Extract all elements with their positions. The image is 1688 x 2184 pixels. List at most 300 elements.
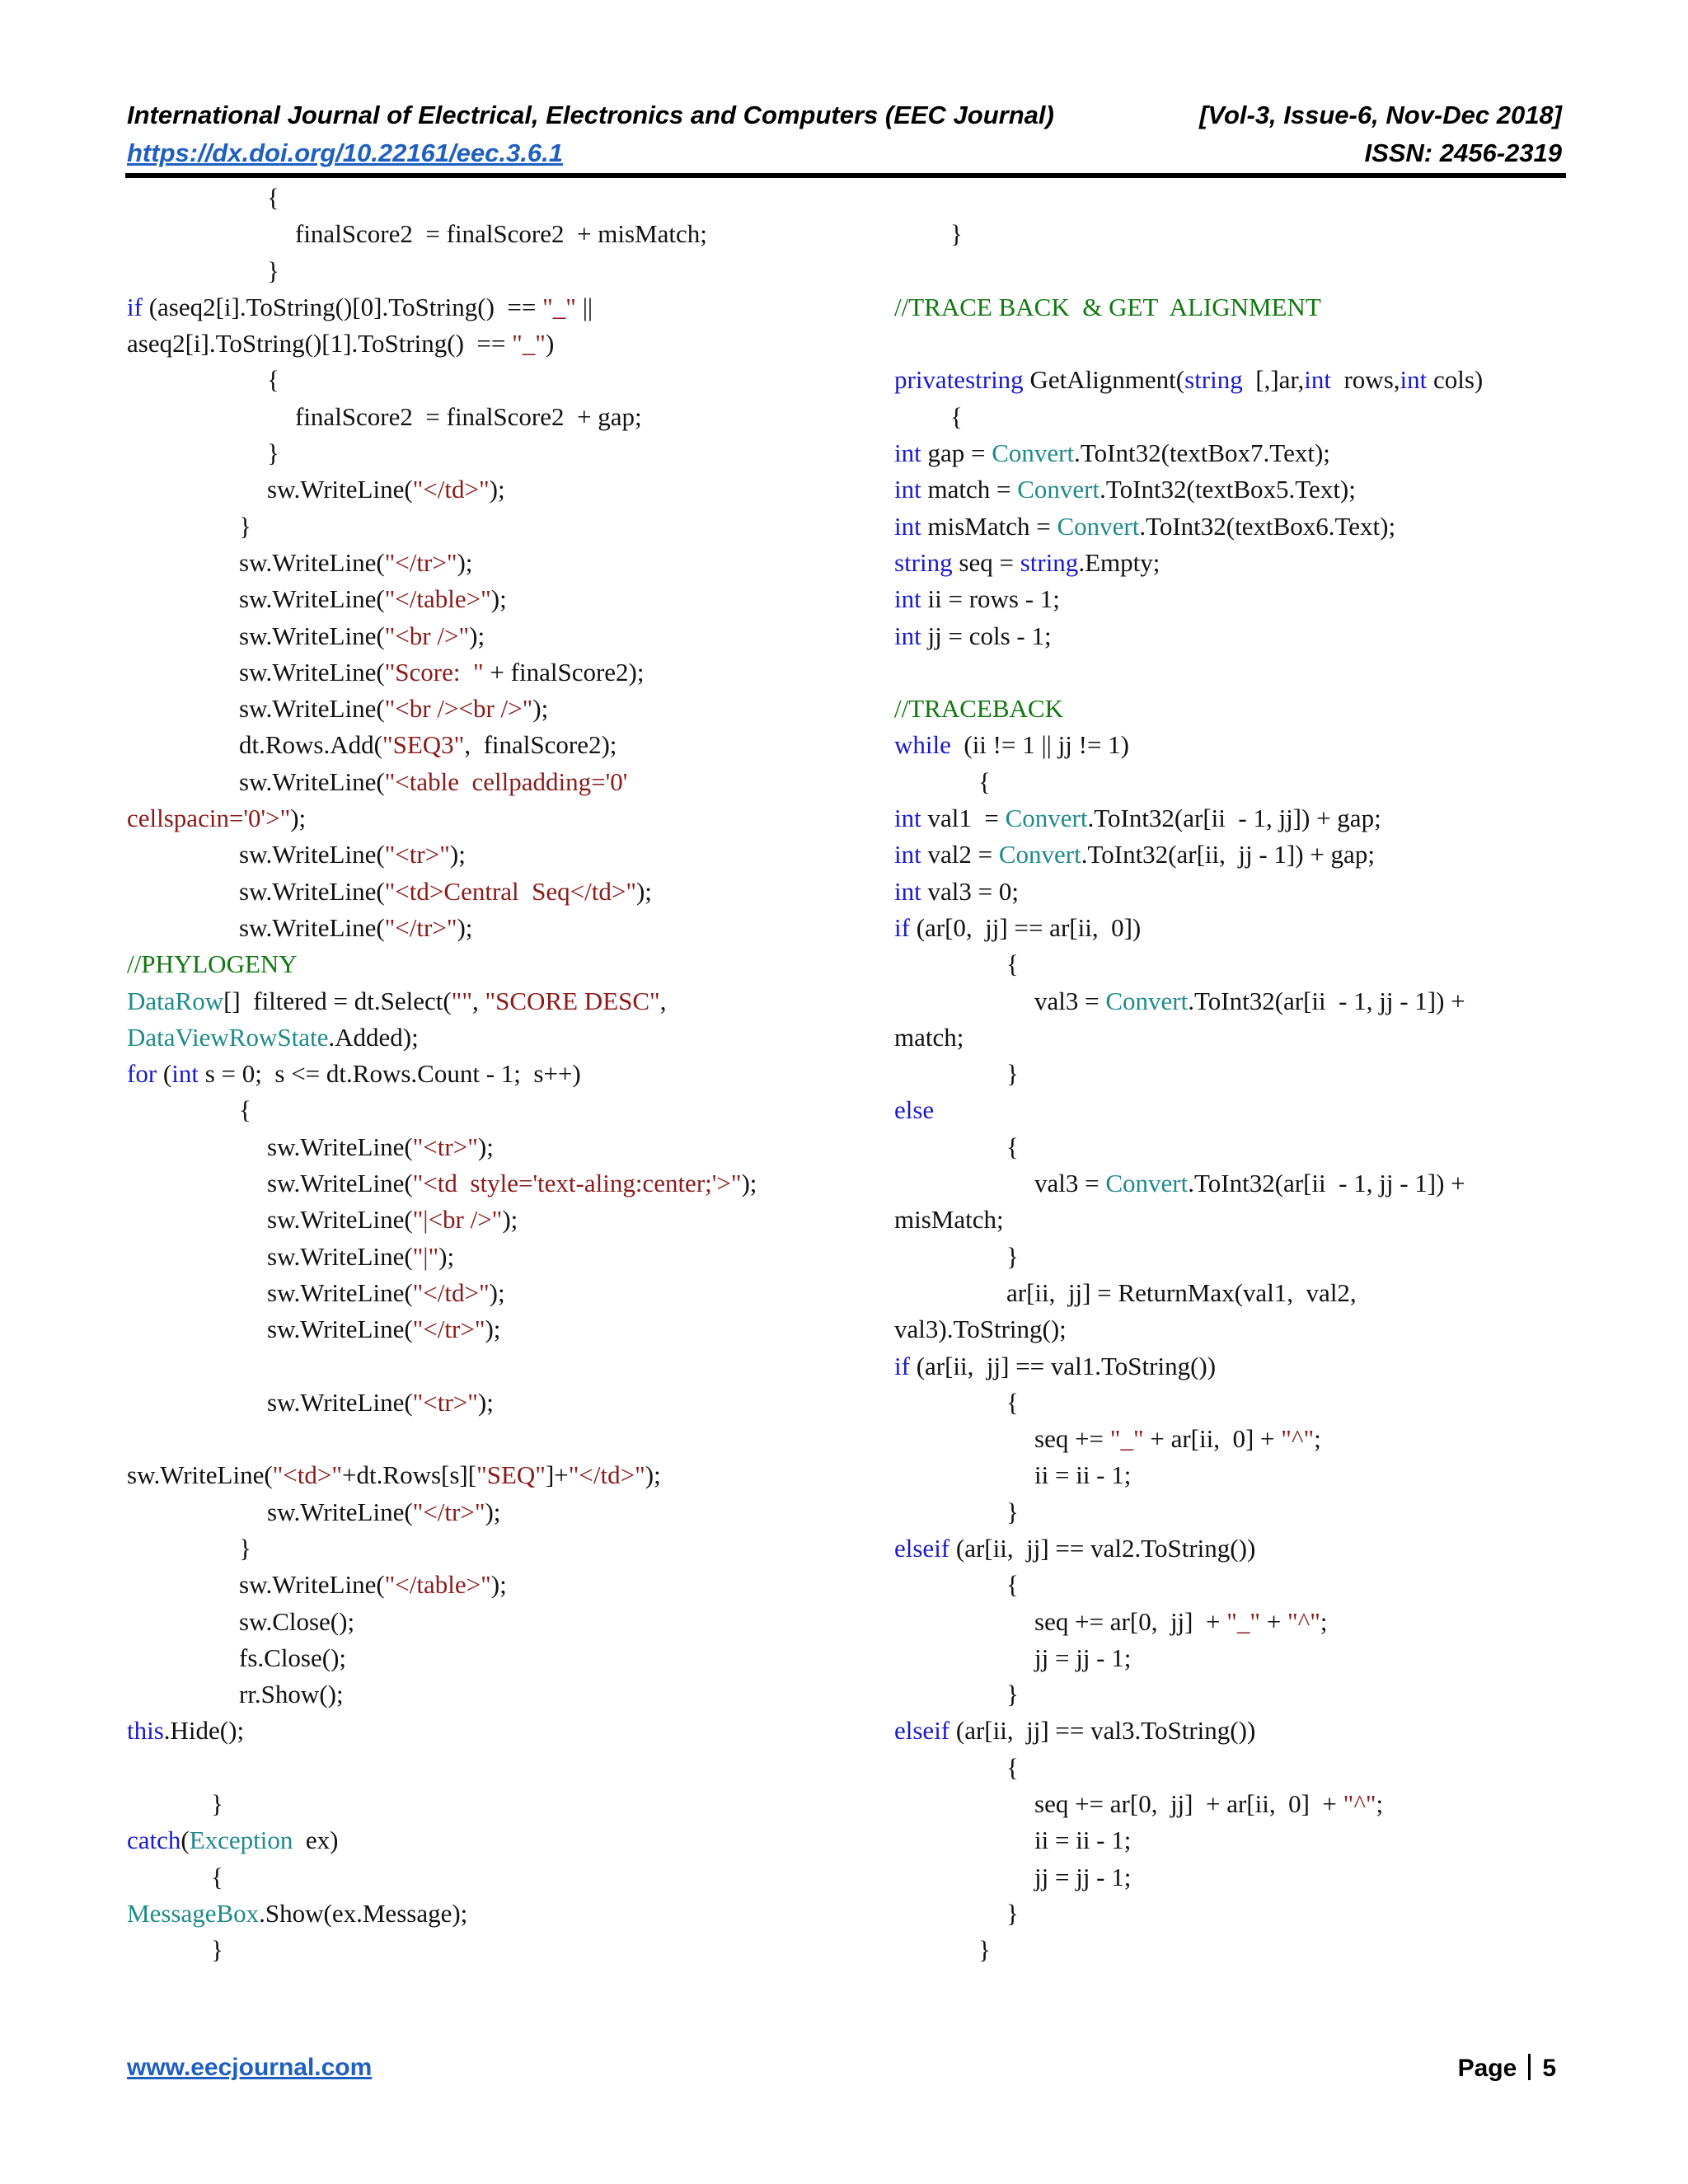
code-token: sw.WriteLine( — [267, 1277, 413, 1307]
code-token: .ToInt32(ar[ii - 1, jj - 1]) + — [1188, 986, 1465, 1015]
code-token: .Show(ex.Message); — [259, 1898, 468, 1928]
code-line — [127, 1385, 852, 1421]
code-token: "<td style='text-aling:center;'>" — [412, 1169, 742, 1198]
code-token: } — [1006, 1059, 1019, 1089]
code-token: } — [1006, 1241, 1019, 1271]
code-token: val1 = — [921, 804, 1006, 833]
code-line — [894, 1275, 1570, 1311]
code-line — [894, 1896, 1570, 1932]
code-token: [,]ar, — [1242, 365, 1305, 395]
code-line — [127, 289, 852, 326]
code-token: Convert — [1105, 1169, 1189, 1198]
code-line — [127, 1530, 852, 1567]
code-token: "<td>Central Seq</td>" — [384, 876, 636, 906]
code-token: ); — [490, 584, 507, 614]
code-token: sw.WriteLine( — [239, 621, 385, 650]
code-token: "<br />" — [384, 621, 470, 650]
code-token: int — [894, 840, 921, 869]
code-token: cols) — [1427, 365, 1484, 395]
code-line — [894, 1750, 1570, 1786]
code-token: .ToInt32(textBox5.Text); — [1100, 475, 1356, 504]
code-token: else — [894, 1095, 935, 1125]
code-line — [127, 1676, 852, 1713]
code-token: sw.Close(); — [239, 1606, 355, 1636]
code-line — [894, 1056, 1570, 1092]
code-token: (aseq2[i].ToString()[0].ToString() == — [142, 292, 543, 321]
code-token: ); — [477, 1387, 494, 1417]
code-line — [127, 545, 852, 581]
code-line — [127, 837, 852, 873]
code-line — [127, 1348, 852, 1385]
code-line — [894, 180, 1570, 216]
code-token: { — [950, 401, 963, 431]
code-token: ar[ii, jj] = ReturnMax(val1, val2, — [1006, 1277, 1357, 1307]
code-token: val3 = — [1034, 1169, 1106, 1198]
code-token: sw.WriteLine( — [267, 1169, 413, 1198]
code-line — [894, 618, 1570, 654]
code-token: string — [894, 547, 953, 577]
code-token: .ToInt32(ar[ii - 1, jj]) + gap; — [1087, 804, 1381, 833]
code-token: elseif — [894, 1533, 950, 1563]
code-token: (ar[ii, jj] == val2.ToString()) — [950, 1533, 1256, 1563]
code-token: int — [894, 475, 921, 504]
code-line — [127, 180, 852, 216]
code-token: .ToInt32(textBox6.Text); — [1139, 511, 1396, 541]
code-line — [894, 1822, 1570, 1858]
code-token: "<tr>" — [412, 1387, 478, 1417]
code-column-left — [127, 180, 852, 1969]
code-token: ii = ii - 1; — [1034, 1825, 1132, 1855]
code-token: Convert — [1005, 804, 1088, 833]
code-token: string — [1020, 547, 1079, 577]
code-line — [127, 471, 852, 508]
code-token: } — [211, 1935, 223, 1965]
code-line — [127, 983, 852, 1019]
code-line — [894, 837, 1570, 873]
code-token: ); — [438, 1241, 455, 1271]
code-token: (ar[ii, jj] == val3.ToString()) — [950, 1716, 1256, 1746]
code-token: sw.WriteLine( — [239, 876, 385, 906]
code-line — [894, 1202, 1570, 1238]
code-line — [894, 946, 1570, 982]
code-token: int — [171, 1059, 199, 1089]
code-token: "SEQ3" — [382, 730, 465, 760]
code-token: (ar[ii, jj] == val1.ToString()) — [909, 1351, 1217, 1380]
code-token: } — [267, 255, 279, 285]
code-line — [127, 253, 852, 289]
code-line — [894, 1932, 1570, 1968]
code-token: { — [239, 1095, 251, 1125]
page-label: Page — [1457, 2055, 1517, 2082]
code-token: , finalScore2); — [464, 730, 617, 760]
code-token: ]+ — [545, 1460, 569, 1490]
code-line — [127, 1640, 852, 1676]
code-token: } — [239, 511, 251, 541]
code-token: .Added); — [328, 1022, 419, 1052]
page-number-value: 5 — [1542, 2055, 1556, 2082]
code-line — [127, 1421, 852, 1457]
code-line — [127, 1092, 852, 1128]
code-token: sw.WriteLine( — [267, 1205, 413, 1235]
code-token: //PHYLOGENY — [127, 949, 298, 979]
code-token: "SCORE DESC" — [485, 986, 660, 1015]
code-token: val2 = — [921, 840, 999, 869]
code-line — [894, 691, 1570, 727]
code-line — [894, 253, 1570, 289]
code-line — [127, 1457, 852, 1493]
code-token: finalScore2 = finalScore2 + misMatch; — [295, 219, 707, 249]
code-line — [894, 983, 1570, 1019]
code-token: { — [1006, 1570, 1019, 1600]
footer-website-link[interactable]: www.eecjournal.com — [127, 2054, 373, 2081]
code-token: dt.Rows.Add( — [239, 730, 382, 760]
code-token: this — [127, 1716, 164, 1746]
code-token: int — [894, 511, 921, 541]
code-token: || — [575, 292, 593, 321]
code-line — [127, 1604, 852, 1640]
code-token: cellspacin='0'>" — [127, 804, 291, 833]
code-token: val3).ToString(); — [894, 1315, 1067, 1344]
code-line — [127, 1822, 852, 1858]
code-line — [894, 1348, 1570, 1385]
code-token: seq += — [1034, 1424, 1110, 1454]
code-token: { — [211, 1862, 223, 1891]
code-line — [127, 1275, 852, 1311]
code-token: "_" — [542, 292, 576, 321]
code-token: ); — [502, 1205, 518, 1235]
code-token: sw.WriteLine( — [267, 1315, 413, 1344]
code-token: misMatch; — [894, 1205, 1004, 1235]
code-token: { — [1006, 1752, 1019, 1782]
code-line — [127, 1239, 852, 1275]
code-line — [894, 1421, 1570, 1457]
code-token: rows, — [1330, 365, 1400, 395]
code-token: sw.WriteLine( — [239, 766, 385, 796]
code-token: sw.WriteLine( — [239, 840, 385, 869]
code-token: seq += ar[0, jj] + — [1034, 1606, 1227, 1636]
code-token: ); — [741, 1169, 757, 1198]
code-token: Exception — [189, 1825, 293, 1855]
page-number — [1458, 2054, 1556, 2083]
code-line — [127, 946, 852, 982]
code-token: match; — [894, 1022, 964, 1052]
code-token: } — [978, 1935, 991, 1965]
code-token: sw.WriteLine( — [239, 657, 385, 687]
code-token: "</td>" — [568, 1460, 645, 1490]
code-token: seq = — [952, 547, 1020, 577]
code-token: aseq2[i].ToString()[1].ToString() == — [127, 329, 513, 359]
code-token: val3 = 0; — [921, 876, 1019, 906]
code-line — [894, 1859, 1570, 1896]
code-token: string — [1184, 365, 1243, 395]
code-line — [894, 1676, 1570, 1713]
code-token: "</tr>" — [412, 1497, 485, 1526]
code-token: "<td>" — [272, 1460, 343, 1490]
code-line — [894, 1165, 1570, 1202]
code-line — [127, 910, 852, 946]
code-token: s = 0; s <= dt.Rows.Count - 1; s++) — [198, 1059, 581, 1089]
code-token: int — [894, 876, 921, 906]
code-token: "_" — [1226, 1606, 1261, 1636]
code-line — [894, 1385, 1570, 1421]
code-token: "_" — [512, 329, 546, 359]
code-token: } — [211, 1789, 223, 1819]
code-token: "<br /><br />" — [384, 694, 533, 724]
header-rule — [125, 173, 1566, 178]
code-line — [127, 1932, 852, 1968]
code-line — [894, 1786, 1570, 1822]
code-token: "</td>" — [412, 475, 490, 504]
code-token: } — [1006, 1898, 1019, 1928]
code-token: ); — [489, 1277, 505, 1307]
code-token: sw.WriteLine( — [267, 1132, 413, 1161]
code-token: Convert — [992, 438, 1075, 468]
code-token: ); — [469, 621, 485, 650]
code-token: val3 = — [1034, 986, 1106, 1015]
code-token: DataRow — [127, 986, 224, 1015]
code-token: ); — [490, 1570, 507, 1600]
code-line — [894, 910, 1570, 946]
code-token: catch — [127, 1825, 181, 1855]
code-token: sw.WriteLine( — [127, 1460, 273, 1490]
code-token: .Empty; — [1078, 547, 1160, 577]
code-token: int — [1400, 365, 1428, 395]
code-line — [127, 727, 852, 763]
code-line — [894, 435, 1570, 471]
code-token: seq += ar[0, jj] + ar[ii, 0] + — [1034, 1789, 1343, 1819]
code-token: "<tr>" — [412, 1132, 478, 1161]
code-token: "<table cellpadding='0' — [384, 766, 628, 796]
code-token: int — [894, 438, 921, 468]
code-token: DataViewRowState — [127, 1022, 329, 1052]
code-token: match = — [921, 475, 1018, 504]
code-token: gap = — [921, 438, 992, 468]
code-line — [894, 1311, 1570, 1347]
code-token: sw.WriteLine( — [239, 584, 385, 614]
code-line — [894, 1129, 1570, 1165]
code-token: jj = jj - 1; — [1034, 1862, 1132, 1891]
code-line — [127, 1750, 852, 1786]
code-line — [894, 1713, 1570, 1749]
code-line — [127, 216, 852, 252]
code-token: , — [471, 986, 485, 1015]
code-line — [894, 362, 1570, 398]
code-line — [894, 1640, 1570, 1676]
code-token: { — [1006, 949, 1019, 979]
code-token: privatestring — [894, 365, 1024, 395]
code-token: "^" — [1287, 1606, 1320, 1636]
code-token: ); — [449, 840, 466, 869]
code-line — [127, 326, 852, 362]
code-line — [127, 1896, 852, 1932]
code-token: + ar[ii, 0] + — [1143, 1424, 1282, 1454]
code-line — [894, 216, 1570, 252]
code-token: + finalScore2); — [483, 657, 645, 687]
code-token: .Hide(); — [163, 1716, 245, 1746]
code-token: .ToInt32(textBox7.Text); — [1074, 438, 1330, 468]
code-line — [894, 509, 1570, 545]
code-line — [894, 654, 1570, 691]
code-token: ; — [1376, 1789, 1384, 1819]
code-token: .ToInt32(ar[ii, jj - 1]) + gap; — [1081, 840, 1375, 869]
code-line — [127, 618, 852, 654]
code-token: sw.WriteLine( — [267, 1387, 413, 1417]
code-line — [127, 1129, 852, 1165]
code-token: { — [267, 365, 279, 395]
code-token: ); — [532, 694, 549, 724]
code-token: (ar[0, jj] == ar[ii, 0]) — [909, 912, 1142, 942]
code-token: "SEQ" — [476, 1460, 546, 1490]
code-token: "|" — [412, 1241, 439, 1271]
code-token: } — [950, 219, 963, 249]
code-token: sw.WriteLine( — [267, 1497, 413, 1526]
code-token: { — [1006, 1387, 1019, 1417]
code-token: .ToInt32(ar[ii - 1, jj - 1]) + — [1188, 1169, 1465, 1198]
code-token: rr.Show(); — [239, 1680, 344, 1709]
code-token: (ii != 1 || jj != 1) — [950, 730, 1129, 760]
volume-issue: [Vol-3, Issue-6, Nov-Dec 2018] — [1199, 101, 1562, 129]
code-token: MessageBox — [127, 1898, 260, 1928]
code-token: "Score: " — [384, 657, 484, 687]
code-token: finalScore2 = finalScore2 + gap; — [295, 401, 642, 431]
code-line — [894, 1494, 1570, 1530]
journal-title: International Journal of Electrical, Electronics and Computers (EEC Journal) — [127, 101, 1054, 129]
code-token: if — [894, 912, 910, 942]
code-token: ); — [457, 912, 473, 942]
code-token: jj = jj - 1; — [1034, 1643, 1132, 1672]
code-token: ) — [545, 329, 555, 359]
code-line — [894, 1239, 1570, 1275]
code-line — [894, 1092, 1570, 1128]
code-token: ); — [485, 1497, 501, 1526]
code-line — [894, 289, 1570, 326]
issn: ISSN: 2456-2319 — [1364, 138, 1562, 167]
code-token: "</td>" — [412, 1277, 490, 1307]
code-line — [127, 654, 852, 691]
code-token: ; — [1320, 1606, 1328, 1636]
code-token: [] filtered = dt.Select( — [223, 986, 452, 1015]
code-line — [127, 1165, 852, 1202]
code-token: ( — [157, 1059, 172, 1089]
code-line — [894, 800, 1570, 837]
code-token: { — [1006, 1132, 1019, 1161]
code-token: misMatch = — [921, 511, 1057, 541]
code-token: ( — [181, 1825, 190, 1855]
code-line — [894, 1567, 1570, 1603]
code-line — [127, 435, 852, 471]
code-token: if — [127, 292, 143, 321]
code-token: while — [894, 730, 951, 760]
code-token: "<tr>" — [384, 840, 450, 869]
code-token: ); — [290, 804, 307, 833]
code-token: int — [1304, 365, 1331, 395]
code-token: ; — [1314, 1424, 1321, 1454]
code-token: Convert — [1057, 511, 1140, 541]
code-token: ); — [489, 475, 505, 504]
code-token: elseif — [894, 1716, 950, 1746]
code-line — [127, 1494, 852, 1530]
code-token: "</tr>" — [384, 547, 457, 577]
code-line — [127, 1056, 852, 1092]
code-token: int — [894, 584, 921, 614]
code-line — [127, 1202, 852, 1238]
code-token: } — [267, 438, 279, 468]
code-token: sw.WriteLine( — [267, 1241, 413, 1271]
code-line — [127, 800, 852, 837]
code-line — [894, 545, 1570, 581]
code-line — [127, 1859, 852, 1896]
code-token: if — [894, 1351, 910, 1380]
code-line — [127, 1019, 852, 1056]
code-token: "|<br />" — [412, 1205, 503, 1235]
code-token: "</tr>" — [384, 912, 457, 942]
code-token: Convert — [998, 840, 1081, 869]
code-token: "_" — [1109, 1424, 1144, 1454]
code-token: sw.WriteLine( — [239, 547, 385, 577]
code-token: + — [1260, 1606, 1288, 1636]
code-line — [127, 1311, 852, 1347]
page-separator — [1528, 2054, 1531, 2080]
code-token: "</tr>" — [412, 1315, 485, 1344]
code-token: +dt.Rows[s][ — [342, 1460, 477, 1490]
code-token: jj = cols - 1; — [921, 621, 1052, 650]
code-line — [894, 1457, 1570, 1493]
doi-link[interactable]: https://dx.doi.org/10.22161/eec.3.6.1 — [127, 138, 563, 167]
code-column-right — [894, 180, 1570, 1969]
code-line — [894, 326, 1570, 362]
code-token: , — [659, 986, 667, 1015]
code-token: int — [894, 621, 921, 650]
code-token: } — [1006, 1497, 1019, 1526]
code-token: sw.WriteLine( — [239, 1570, 385, 1600]
code-line — [894, 1530, 1570, 1567]
code-token: sw.WriteLine( — [239, 912, 385, 942]
code-line — [127, 509, 852, 545]
code-line — [127, 1786, 852, 1822]
code-token: ex) — [293, 1825, 339, 1855]
code-token: ); — [645, 1460, 661, 1490]
code-token: Convert — [1105, 986, 1189, 1015]
code-line — [127, 1567, 852, 1603]
code-token: GetAlignment( — [1023, 365, 1185, 395]
code-token: "</table>" — [384, 584, 491, 614]
code-line — [894, 471, 1570, 508]
code-line — [127, 581, 852, 617]
code-token: ii = ii - 1; — [1034, 1460, 1132, 1490]
code-token: } — [239, 1533, 251, 1563]
code-token: { — [978, 766, 991, 796]
code-line — [127, 874, 852, 910]
code-token: int — [894, 804, 921, 833]
code-token: ); — [457, 547, 473, 577]
code-token: } — [1006, 1680, 1019, 1709]
code-token: for — [127, 1059, 157, 1089]
code-token: ); — [485, 1315, 501, 1344]
code-token: Convert — [1017, 475, 1100, 504]
code-line — [894, 727, 1570, 763]
code-line — [894, 764, 1570, 800]
code-line — [894, 874, 1570, 910]
code-token: fs.Close(); — [239, 1643, 347, 1672]
code-line — [894, 399, 1570, 435]
code-token: ii = rows - 1; — [921, 584, 1060, 614]
code-token: "</table>" — [384, 1570, 491, 1600]
code-line — [894, 581, 1570, 617]
code-token: "^" — [1281, 1424, 1315, 1454]
code-line — [894, 1604, 1570, 1640]
code-token: ); — [635, 876, 652, 906]
code-line — [127, 764, 852, 800]
